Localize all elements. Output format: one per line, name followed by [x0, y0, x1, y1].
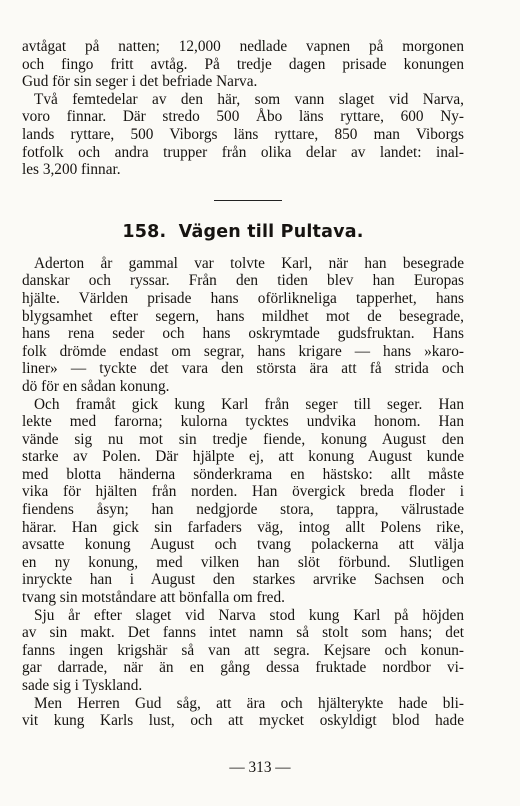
text-line: fanns ingen krigshär så van att segra. Kejsare och konun-: [22, 641, 464, 659]
page-number: — 313 —: [229, 759, 291, 776]
text-line: fiendens åsyn; han nedgjorde stora, tappra, välrustade: [22, 501, 464, 519]
section-divider: [214, 200, 282, 201]
text-line: starke av Polen. Där hjälpte ej, att konung August kunde: [22, 448, 464, 466]
text-line: lands ryttare, 500 Viborgs läns ryttare, 850 man Viborgs: [22, 125, 464, 143]
text-line: avtågat på natten; 12,000 nedlade vapnen på morgonen: [22, 38, 464, 55]
text-line: med blotta händerna sönderkrama en hästsko: allt måste: [22, 465, 464, 483]
text-line: en ny konung, med vilken han slöt förbund. Slutligen: [22, 553, 464, 571]
text-line: lekte med farorna; kulorna tycktes undvika honom. Han: [22, 413, 464, 431]
text-line: hans rena seder och hans oskrymtade gudsfruktan. Hans: [22, 325, 464, 343]
section-heading: [22, 220, 464, 244]
text-line: avsatte konung August och tvang polackerna att välja: [22, 536, 464, 554]
text-line: tvang sin motståndare att bönfalla om fred.: [22, 589, 285, 607]
text-line: sade sig i Tyskland.: [22, 677, 143, 694]
paragraph-top: [22, 38, 464, 179]
text-line: folk drömde endast om segrar, hans krigare — hans »karo-: [22, 342, 464, 360]
text-line: les 3,200 finnar.: [22, 161, 121, 179]
text-line: vika för hjälten från norden. Han övergick breda floder i: [22, 483, 464, 501]
text-line: Sju år efter slaget vid Narva stod kung Karl på höjden: [34, 606, 464, 624]
text-line: Aderton år gammal var tolvte Karl, när han besegrade: [34, 254, 464, 272]
text-line: dö för en sådan konung.: [22, 377, 170, 395]
text-line: gar darrade, när än en gång dessa fruktade nordbor vi-: [22, 659, 464, 677]
text-line: blygsamhet efter segern, hans mildhet mot de besegrade,: [22, 307, 464, 325]
text-line: inryckte han i August den starkes arvrike Sachsen och: [22, 571, 464, 589]
text-line: härar. Han gick sin farfaders väg, intog allt Polens rike,: [22, 518, 464, 536]
text-line: Men Herren Gud såg, att ära och hjälterykte hade bli-: [34, 694, 464, 712]
text-line: vit kung Karls lust, och att mycket oskyldigt blod hade: [22, 712, 464, 730]
text-line: Och framåt gick kung Karl från seger till seger. Han: [34, 395, 464, 413]
text-line: Gud för sin seger i det befriade Narva.: [22, 73, 258, 91]
text-line: fotfolk och andra trupper från olika delar av landet: inal-: [22, 143, 464, 161]
text-line: hjälte. Världen prisade hans oförlikneliga tapperhet, hans: [22, 289, 464, 307]
text-line: danskar och ryssar. Från den tiden blev han Europas: [22, 272, 464, 290]
page-text: [22, 38, 464, 730]
text-line: vände sig nu mot sin tredje fiende, konung August den: [22, 430, 464, 448]
text-line: och fingo fritt avtåg. På tredje dagen prisade konungen: [22, 55, 464, 73]
text-line: liner» — tyckte det vara den största ära att få strida och: [22, 360, 464, 378]
text-line: av sin makt. Det fanns intet namn så stolt som hans; det: [22, 624, 464, 642]
section-title: Vägen till Pultava.: [178, 221, 364, 242]
paragraph-main: [22, 255, 464, 730]
text-line: voro finnar. Där stredo 500 Åbo läns ryttare, 600 Ny-: [22, 108, 464, 126]
section-number: 158.: [122, 221, 167, 242]
text-line: Två femtedelar av den här, som vann slaget vid Narva,: [34, 90, 464, 108]
